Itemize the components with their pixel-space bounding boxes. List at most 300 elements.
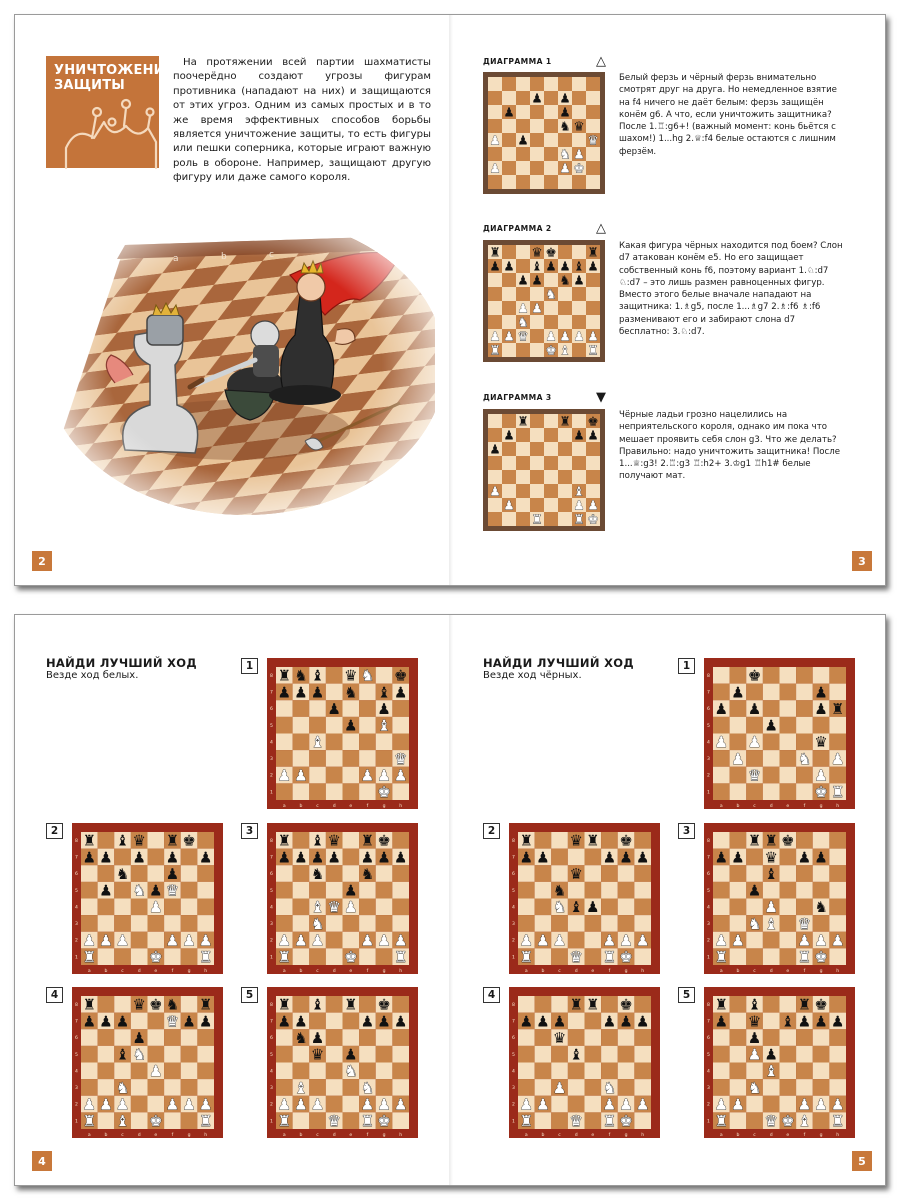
white-pawn-icon: ♟: [360, 766, 375, 785]
puzzle-white-2-number: 2: [46, 823, 63, 839]
white-bishop-icon: ♝: [294, 1078, 308, 1097]
diagram-1-white-to-move-icon: △: [596, 54, 606, 69]
board-square: [572, 133, 586, 147]
board-square: [813, 1029, 830, 1046]
chessboard: [267, 987, 418, 1138]
file-coordinate: b: [299, 803, 303, 809]
black-pawn-icon: ♟: [344, 881, 358, 900]
white-pawn-icon: ♟: [764, 898, 778, 917]
white-pawn-icon: ♟: [573, 497, 585, 513]
file-coordinate: g: [382, 968, 386, 974]
rank-coordinate: 6: [270, 1036, 273, 1042]
white-knight-icon: ♞: [747, 1078, 762, 1097]
board-square: [276, 1079, 293, 1096]
black-pawn-icon: ♟: [559, 104, 571, 120]
board-square: [586, 105, 600, 119]
white-pawn-icon: ♟: [310, 1095, 325, 1114]
black-king-icon: ♚: [781, 831, 795, 850]
black-pawn-icon: ♟: [115, 1012, 130, 1031]
board-square: [276, 915, 293, 932]
board-square: [634, 1029, 651, 1046]
diagram-3-black-to-move-icon: ▼: [596, 390, 606, 405]
board-square: [98, 1029, 115, 1046]
rank-coordinate: 5: [707, 723, 710, 729]
black-bishop-icon: ♝: [115, 1045, 130, 1064]
white-king-icon: ♚: [781, 1112, 795, 1131]
board-square: [309, 767, 326, 784]
board-square: [502, 287, 516, 301]
board-square: [392, 899, 409, 916]
rank-coordinate: 2: [270, 773, 273, 779]
board-square: [544, 147, 558, 161]
board-square: [572, 414, 586, 428]
white-pawn-icon: ♟: [830, 1095, 845, 1114]
board-square: [558, 470, 572, 484]
board-square: [535, 1046, 552, 1063]
black-bishop-icon: ♝: [781, 1012, 795, 1031]
black-queen-icon: ♛: [531, 244, 543, 260]
black-queen-icon: ♛: [344, 666, 358, 685]
file-coordinate: b: [299, 1132, 303, 1138]
file-coordinate: b: [736, 968, 740, 974]
board-square: [586, 301, 600, 315]
white-pawn-icon: ♟: [587, 328, 599, 344]
board-square: [746, 1063, 763, 1080]
board-square: [780, 899, 797, 916]
board-square: [392, 996, 409, 1013]
board-square: [309, 1112, 326, 1129]
board-square: [488, 428, 502, 442]
spread-pages-2-3: [14, 14, 886, 586]
white-pawn-icon: ♟: [489, 483, 501, 499]
white-pawn-icon: ♟: [714, 1095, 729, 1114]
board-square: [343, 915, 360, 932]
board-square: [81, 865, 98, 882]
board-square: [502, 442, 516, 456]
board-square: [502, 119, 516, 133]
chessboard: [483, 240, 605, 362]
black-pawn-icon: ♟: [132, 848, 146, 867]
board-square: [551, 948, 568, 965]
board-square: [780, 667, 797, 684]
black-rook-icon: ♜: [165, 831, 180, 850]
board-square: [796, 1063, 813, 1080]
puzzle-black-4-number: 4: [483, 987, 500, 1003]
board-square: [392, 1063, 409, 1080]
board-square: [544, 470, 558, 484]
black-pawn-icon: ♟: [573, 272, 585, 288]
chessboard: [72, 823, 223, 974]
board-square: [131, 899, 148, 916]
board-square: [713, 1046, 730, 1063]
board-square: [309, 700, 326, 717]
board-square: [148, 1096, 165, 1113]
board-square: [148, 1029, 165, 1046]
board-square: [829, 849, 846, 866]
board-square: [730, 1029, 747, 1046]
board-square: [293, 996, 310, 1013]
white-pawn-icon: ♟: [489, 160, 501, 176]
white-pawn-icon: ♟: [731, 1095, 745, 1114]
puzzle-black-5-board: [704, 987, 855, 1138]
board-square: [516, 147, 530, 161]
file-coordinate: e: [786, 968, 790, 974]
board-square: [829, 865, 846, 882]
rank-coordinate: 6: [707, 1036, 710, 1042]
black-king-icon: ♚: [619, 995, 633, 1014]
board-square: [551, 996, 568, 1013]
white-pawn-icon: ♟: [294, 1095, 308, 1114]
board-square: [568, 1096, 585, 1113]
board-square: [813, 667, 830, 684]
board-square: [601, 832, 618, 849]
white-queen-icon: ♛: [569, 1112, 583, 1131]
white-rook-icon: ♜: [830, 1112, 845, 1131]
white-queen-icon: ♛: [393, 749, 408, 768]
rank-coordinate: 4: [707, 1069, 710, 1075]
board-square: [813, 915, 830, 932]
white-rook-icon: ♜: [393, 948, 408, 967]
board-square: [359, 684, 376, 701]
board-square: [326, 932, 343, 949]
white-pawn-icon: ♟: [277, 766, 292, 785]
board-square: [535, 1029, 552, 1046]
rank-coordinate: 3: [707, 757, 710, 763]
white-pawn-icon: ♟: [99, 1095, 113, 1114]
white-pawn-icon: ♟: [360, 931, 375, 950]
white-pawn-icon: ♟: [182, 931, 196, 950]
board-square: [359, 1029, 376, 1046]
file-coordinate: b: [736, 1132, 740, 1138]
board-square: [558, 428, 572, 442]
board-square: [326, 1096, 343, 1113]
board-square: [359, 734, 376, 751]
black-pawn-icon: ♟: [814, 1012, 828, 1031]
board-square: [376, 882, 393, 899]
black-pawn-icon: ♟: [619, 1012, 633, 1031]
black-knight-icon: ♞: [344, 683, 358, 702]
board-square: [558, 442, 572, 456]
black-bishop-icon: ♝: [747, 995, 762, 1014]
board-square: [634, 832, 651, 849]
diagram-1-label: ДИАГРАММА 1: [483, 57, 552, 66]
board-square: [343, 865, 360, 882]
board-square: [796, 1029, 813, 1046]
chessboard: [483, 72, 605, 194]
file-coordinate: e: [349, 803, 353, 809]
black-rook-icon: ♜: [830, 699, 845, 718]
white-pawn-icon: ♟: [830, 749, 845, 768]
board-square: [81, 899, 98, 916]
board-square: [376, 667, 393, 684]
board-square: [618, 1063, 635, 1080]
white-pawn-icon: ♟: [503, 497, 515, 513]
white-pawn-icon: ♟: [814, 1095, 828, 1114]
file-coordinate: f: [366, 803, 369, 809]
white-knight-icon: ♞: [115, 1078, 130, 1097]
black-pawn-icon: ♟: [559, 258, 571, 274]
board-square: [502, 245, 516, 259]
file-coordinate: b: [541, 968, 545, 974]
rank-coordinate: 7: [270, 1019, 273, 1025]
file-coordinate: c: [558, 1132, 561, 1138]
black-pawn-icon: ♟: [377, 699, 391, 718]
board-square: [544, 133, 558, 147]
black-king-icon: ♚: [747, 666, 762, 685]
board-square: [535, 1112, 552, 1129]
white-pawn-icon: ♟: [635, 1095, 650, 1114]
white-rook-icon: ♜: [198, 948, 213, 967]
board-square: [572, 175, 586, 189]
black-pawn-icon: ♟: [531, 272, 543, 288]
board-square: [359, 948, 376, 965]
board-square: [558, 301, 572, 315]
black-pawn-icon: ♟: [517, 272, 529, 288]
board-square: [392, 700, 409, 717]
board-square: [516, 456, 530, 470]
black-bishop-icon: ♝: [377, 683, 391, 702]
chessboard: [704, 658, 855, 809]
board-square: [746, 717, 763, 734]
board-square: [746, 948, 763, 965]
file-coordinate: f: [171, 1132, 174, 1138]
board-square: [164, 948, 181, 965]
board-square: [326, 882, 343, 899]
file-coordinate: h: [836, 1132, 840, 1138]
black-rook-icon: ♜: [517, 413, 529, 429]
board-square: [131, 932, 148, 949]
board-square: [586, 273, 600, 287]
white-king-icon: ♚: [545, 342, 557, 358]
puzzle-white-5-number: 5: [241, 987, 258, 1003]
board-square: [829, 667, 846, 684]
black-knight-icon: ♞: [559, 118, 571, 134]
rank-coordinate: 8: [270, 838, 273, 844]
black-king-icon: ♚: [377, 831, 391, 850]
board-square: [518, 915, 535, 932]
board-square: [535, 832, 552, 849]
puzzles-heading-white: НАЙДИ ЛУЧШИЙ ХОД: [46, 656, 197, 670]
rank-coordinate: 2: [707, 938, 710, 944]
board-square: [181, 882, 198, 899]
white-pawn-icon: ♟: [559, 328, 571, 344]
puzzle-black-1-board: [704, 658, 855, 809]
white-queen-icon: ♛: [517, 328, 529, 344]
board-square: [181, 1063, 198, 1080]
black-knight-icon: ♞: [360, 864, 375, 883]
board-square: [568, 1013, 585, 1030]
board-square: [535, 899, 552, 916]
file-coordinate: e: [786, 1132, 790, 1138]
file-coordinate: e: [154, 1132, 158, 1138]
board-square: [293, 1112, 310, 1129]
black-queen-icon: ♛: [552, 1028, 567, 1047]
white-king-icon: ♚: [573, 160, 585, 176]
puzzles-subtitle-black: Везде ход чёрных.: [483, 670, 582, 681]
board-square: [392, 832, 409, 849]
white-bishop-icon: ♝: [797, 1112, 812, 1131]
board-square: [601, 996, 618, 1013]
white-pawn-icon: ♟: [360, 1095, 375, 1114]
board-square: [530, 287, 544, 301]
black-pawn-icon: ♟: [747, 1028, 762, 1047]
board-square: [586, 147, 600, 161]
board-square: [326, 767, 343, 784]
black-pawn-icon: ♟: [764, 716, 778, 735]
board-square: [544, 91, 558, 105]
file-coordinate: d: [332, 803, 336, 809]
board-square: [326, 750, 343, 767]
black-knight-icon: ♞: [294, 1028, 308, 1047]
file-coordinate: f: [803, 968, 806, 974]
board-square: [780, 750, 797, 767]
board-square: [746, 899, 763, 916]
black-rook-icon: ♜: [569, 995, 583, 1014]
file-coordinate: g: [187, 1132, 191, 1138]
file-coordinate: c: [316, 968, 319, 974]
black-king-icon: ♚: [619, 831, 633, 850]
black-bishop-icon: ♝: [115, 831, 130, 850]
board-square: [586, 119, 600, 133]
black-pawn-icon: ♟: [814, 683, 828, 702]
white-pawn-icon: ♟: [830, 931, 845, 950]
board-square: [516, 512, 530, 526]
board-square: [502, 161, 516, 175]
board-square: [98, 832, 115, 849]
cartoon-illustration: [55, 215, 435, 515]
rank-coordinate: 8: [75, 1002, 78, 1008]
board-square: [309, 750, 326, 767]
board-square: [572, 77, 586, 91]
black-knight-icon: ♞: [294, 666, 308, 685]
board-square: [276, 882, 293, 899]
board-square: [544, 105, 558, 119]
white-king-icon: ♚: [344, 948, 358, 967]
board-square: [376, 1029, 393, 1046]
board-square: [730, 948, 747, 965]
board-square: [502, 301, 516, 315]
board-square: [516, 484, 530, 498]
white-queen-icon: ♛: [165, 881, 180, 900]
black-rook-icon: ♜: [586, 831, 600, 850]
black-queen-icon: ♛: [573, 118, 585, 134]
board-square: [488, 147, 502, 161]
board-square: [586, 484, 600, 498]
board-square: [829, 948, 846, 965]
board-square: [114, 899, 131, 916]
board-square: [518, 1029, 535, 1046]
rank-coordinate: 2: [75, 1102, 78, 1108]
board-square: [763, 684, 780, 701]
board-square: [530, 414, 544, 428]
white-knight-icon: ♞: [517, 314, 529, 330]
board-square: [131, 1063, 148, 1080]
board-square: [730, 783, 747, 800]
board-square: [131, 865, 148, 882]
board-square: [81, 1046, 98, 1063]
rank-coordinate: 4: [75, 905, 78, 911]
black-bishop-icon: ♝: [764, 864, 778, 883]
black-bishop-icon: ♝: [310, 666, 325, 685]
board-square: [634, 1112, 651, 1129]
board-square: [516, 343, 530, 357]
chessboard: [704, 823, 855, 974]
board-square: [713, 899, 730, 916]
page-number-left: 2: [32, 551, 52, 571]
board-square: [516, 259, 530, 273]
white-pawn-icon: ♟: [377, 766, 391, 785]
white-pawn-icon: ♟: [489, 132, 501, 148]
board-square: [309, 882, 326, 899]
white-rook-icon: ♜: [198, 1112, 213, 1131]
board-square: [181, 1112, 198, 1129]
rank-coordinate: 3: [270, 757, 273, 763]
black-pawn-icon: ♟: [489, 258, 501, 274]
file-coordinate: d: [137, 968, 141, 974]
board-square: [293, 734, 310, 751]
board-square: [780, 783, 797, 800]
black-rook-icon: ♜: [764, 831, 778, 850]
file-coordinate: f: [803, 803, 806, 809]
board-square: [746, 1096, 763, 1113]
rank-coordinate: 2: [707, 773, 710, 779]
file-coordinate: f: [171, 968, 174, 974]
board-square: [392, 783, 409, 800]
black-knight-icon: ♞: [559, 272, 571, 288]
white-queen-icon: ♛: [569, 948, 583, 967]
board-square: [376, 1046, 393, 1063]
board-square: [343, 783, 360, 800]
file-coordinate: a: [719, 968, 723, 974]
board-square: [618, 1079, 635, 1096]
black-pawn-icon: ♟: [327, 848, 341, 867]
white-pawn-icon: ♟: [573, 146, 585, 162]
board-square: [585, 1063, 602, 1080]
board-square: [148, 1013, 165, 1030]
board-square: [544, 498, 558, 512]
board-square: [164, 899, 181, 916]
black-rook-icon: ♜: [489, 244, 501, 260]
board-square: [488, 498, 502, 512]
rank-coordinate: 7: [75, 855, 78, 861]
board-square: [326, 865, 343, 882]
white-king-icon: ♚: [814, 948, 828, 967]
rank-coordinate: 7: [707, 690, 710, 696]
rank-coordinate: 4: [707, 905, 710, 911]
white-pawn-icon: ♟: [714, 931, 729, 950]
file-coordinate: c: [316, 803, 319, 809]
board-square: [730, 1112, 747, 1129]
white-bishop-icon: ♝: [573, 483, 585, 499]
white-rook-icon: ♜: [830, 783, 845, 802]
board-square: [713, 1063, 730, 1080]
board-square: [601, 865, 618, 882]
board-square: [164, 1046, 181, 1063]
board-square: [148, 865, 165, 882]
board-square: [796, 882, 813, 899]
board-square: [359, 750, 376, 767]
rank-coordinate: 1: [270, 790, 273, 796]
rank-coordinate: 1: [75, 955, 78, 961]
board-square: [488, 91, 502, 105]
black-rook-icon: ♜: [797, 995, 812, 1014]
board-square: [730, 865, 747, 882]
board-square: [98, 915, 115, 932]
board-square: [516, 470, 530, 484]
board-square: [359, 717, 376, 734]
board-square: [131, 1096, 148, 1113]
board-square: [535, 882, 552, 899]
